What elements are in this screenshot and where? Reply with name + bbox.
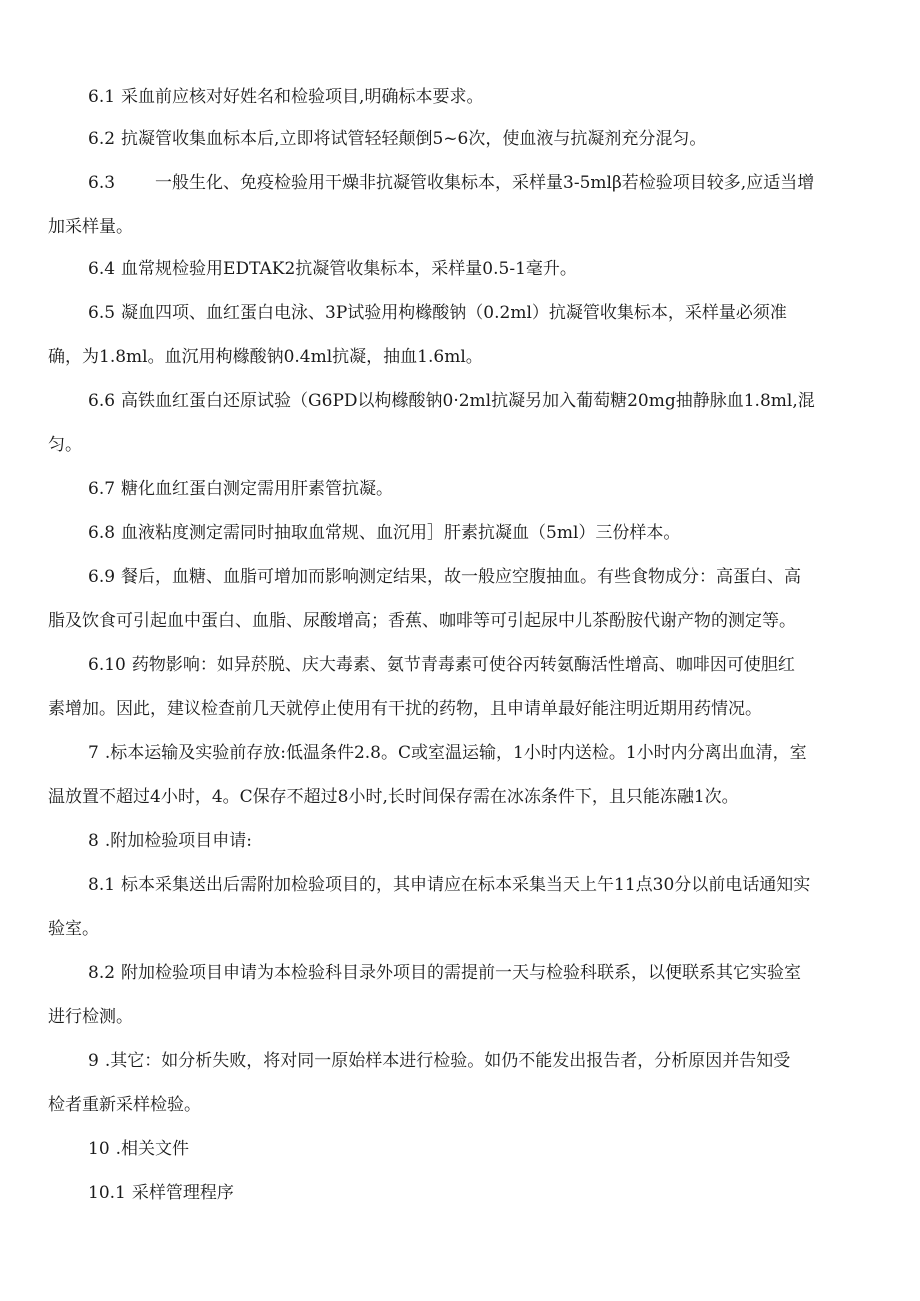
section-number: 7 <box>88 743 99 763</box>
section-number: 9 <box>88 1051 99 1071</box>
paragraph-text: 一般生化、免疫检验用干燥非抗凝管收集标本，采样量3-5mlβ若检验项目较多,应适当增 <box>121 173 815 193</box>
paragraph-text: 餐后，血糖、血脂可增加而影响测定结果，故一般应空腹抽血。有些食物成分：高蛋白、高 <box>121 567 802 587</box>
paragraph-6-9 <box>48 555 874 643</box>
paragraph-8 <box>88 819 874 863</box>
paragraph-continuation: 脂及饮食可引起血中蛋白、血脂、尿酸增高；香蕉、咖啡等可引起尿中儿茶酚胺代谢产物的测定等。 <box>48 611 796 631</box>
paragraph-6-6 <box>48 379 874 467</box>
paragraph-text: 凝血四项、血红蛋白电泳、3P试验用枸橼酸钠（0.2ml）抗凝管收集标本，采样量必须准 <box>121 303 787 323</box>
section-number: 6.1 <box>88 87 116 107</box>
paragraph-continuation: 确，为1.8ml。血沉用枸橼酸钠0.4ml抗凝，抽血1.6ml。 <box>48 347 483 367</box>
paragraph-continuation: 检者重新采样检验。 <box>48 1095 201 1115</box>
section-number: 10.1 <box>88 1183 126 1203</box>
section-number: 6.10 <box>88 655 126 675</box>
paragraph-continuation: 温放置不超过4小时，4。C保存不超过8小时,长时间保存需在冰冻条件下，且只能冻融1次。 <box>48 787 739 807</box>
paragraph-text: 标本采集送出后需附加检验项目的，其申请应在标本采集当天上午11点30分以前电话通知实 <box>121 875 811 895</box>
section-number: 6.7 <box>88 479 116 499</box>
paragraph-10-1 <box>88 1171 874 1215</box>
paragraph-8-2 <box>48 951 874 1039</box>
section-number: 6.8 <box>88 523 116 543</box>
paragraph-text: .其它：如分析失败，将对同一原始样本进行检验。如仍不能发出报告者，分析原因并告知受 <box>104 1051 791 1071</box>
paragraph-text: .相关文件 <box>115 1139 190 1159</box>
section-number: 6.2 <box>88 129 116 149</box>
paragraph-continuation: 素增加。因此，建议检查前几天就停止使用有干扰的药物，且申请单最好能注明近期用药情况。 <box>48 699 762 719</box>
paragraph-text: 血常规检验用EDTAK2抗凝管收集标本，采样量0.5-1毫升。 <box>121 259 577 279</box>
paragraph-text: 高铁血红蛋白还原试验（G6PD以枸橼酸钠0·2ml抗凝另加入葡萄糖20mg抽静脉血1.8ml,混 <box>121 391 815 411</box>
paragraph-9 <box>48 1039 874 1127</box>
section-number: 6.9 <box>88 567 116 587</box>
paragraph-10 <box>88 1127 874 1171</box>
paragraph-6-7 <box>88 467 874 511</box>
section-number: 8 <box>88 831 99 851</box>
paragraph-6-1 <box>88 75 874 119</box>
paragraph-continuation: 加采样量。 <box>48 217 133 237</box>
paragraph-text: .附加检验项目申请: <box>104 831 252 851</box>
paragraph-text: 血液粘度测定需同时抽取血常规、血沉用］肝素抗凝血（5ml）三份样本。 <box>121 523 681 543</box>
section-number: 8.2 <box>88 963 116 983</box>
paragraph-6-5 <box>48 291 874 379</box>
paragraph-continuation: 进行检测。 <box>48 1007 133 1027</box>
section-number: 8.1 <box>88 875 116 895</box>
paragraph-6-3 <box>48 161 874 249</box>
paragraph-continuation: 验室。 <box>48 919 99 939</box>
section-number: 6.3 <box>88 173 116 193</box>
section-number: 10 <box>88 1139 110 1159</box>
paragraph-text: 采样管理程序 <box>131 1183 234 1203</box>
section-number: 6.5 <box>88 303 116 323</box>
paragraph-6-10 <box>48 643 874 731</box>
paragraph-8-1 <box>48 863 874 951</box>
paragraph-6-8 <box>88 511 874 555</box>
paragraph-text: 药物影响：如异菸脱、庆大毒素、氨节青毒素可使谷丙转氨酶活性增高、咖啡因可使胆红 <box>131 655 795 675</box>
section-number: 6.6 <box>88 391 116 411</box>
paragraph-continuation: 匀。 <box>48 435 82 455</box>
paragraph-6-4 <box>88 247 874 291</box>
paragraph-text: 抗凝管收集血标本后,立即将试管轻轻颠倒5~6次，使血液与抗凝剂充分混匀。 <box>121 129 707 149</box>
paragraph-text: 采血前应核对好姓名和检验项目,明确标本要求。 <box>121 87 484 107</box>
paragraph-6-2 <box>88 117 874 161</box>
paragraph-text: .标本运输及实验前存放:低温条件2.8。C或室温运输，1小时内送检。1小时内分离出血清，室 <box>104 743 807 763</box>
paragraph-7 <box>48 731 874 819</box>
paragraph-text: 糖化血红蛋白测定需用肝素管抗凝。 <box>121 479 394 499</box>
section-number: 6.4 <box>88 259 116 279</box>
paragraph-text: 附加检验项目申请为本检验科目录外项目的需提前一天与检验科联系，以便联系其它实验室 <box>121 963 802 983</box>
